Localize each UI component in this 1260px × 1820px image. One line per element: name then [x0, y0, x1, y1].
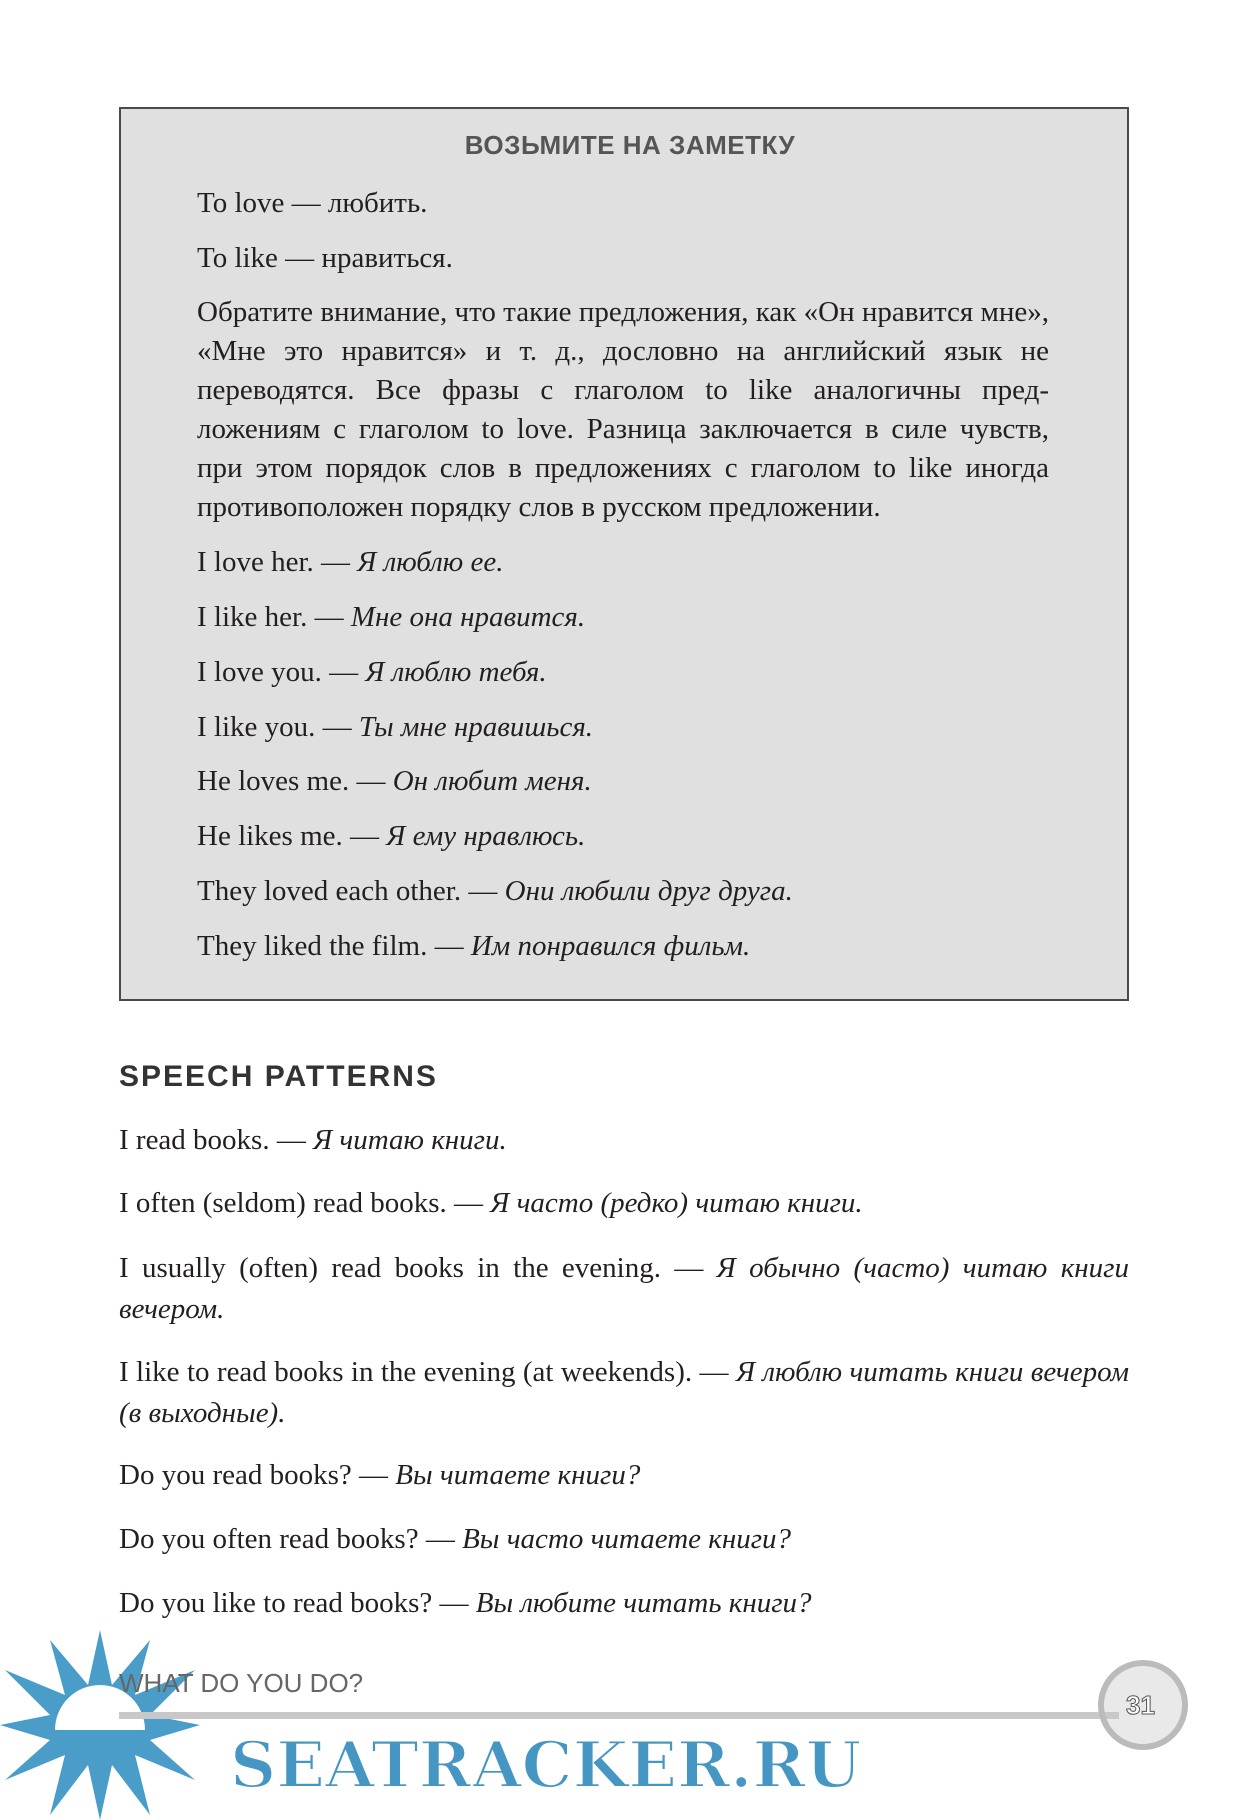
pattern-ru: Вы часто читаете книги? [462, 1523, 792, 1555]
page-number: 31 [1126, 1690, 1155, 1720]
pattern-line [119, 1248, 1129, 1330]
pattern-ru: Вы любите читать книги? [475, 1587, 812, 1619]
note-paragraph: Обратите внимание, что такие предложения, как «Он нравится мне», «Мне это нравится» и т. д., дословно на английский язык не переводятся. Все фразы с глаголом to like аналогичны предложениям с глаголом to love. Разница заключается в силе чувств, при этом порядок слов в предложениях с глаголом to like иногда противоположен порядку слов в русском предложении. [197, 296, 1049, 523]
example-line [197, 708, 593, 747]
pattern-en: I usually (often) read books in the evening. — [119, 1252, 717, 1284]
running-title: WHAT DO YOU DO? [119, 1668, 364, 1698]
example-ru: Он любит меня. [392, 765, 592, 797]
pattern-en: Do you like to read books? — [119, 1587, 476, 1619]
example-en: They liked the film. — [197, 930, 471, 962]
note-box-title: ВОЗЬМИТЕ НА ЗАМЕТКУ [464, 130, 796, 160]
pattern-ru: Я обычно (часто) читаю книги вечером. [119, 1252, 1129, 1325]
example-en: I love her. — [197, 546, 358, 578]
pattern-en: I often (seldom) read books. — [119, 1187, 491, 1219]
pattern-line [119, 1121, 1129, 1160]
example-en: He loves me. — [197, 765, 393, 797]
example-line [197, 817, 585, 856]
pattern-ru: Я люблю читать книги вечером (в выходные). [119, 1356, 1129, 1429]
pattern-line [119, 1184, 1129, 1223]
example-ru: Они любили друг друга. [504, 875, 793, 907]
pattern-line [119, 1584, 1129, 1623]
example-en: He likes me. — [197, 820, 387, 852]
example-line [197, 598, 585, 637]
watermark-sun-icon [0, 1630, 200, 1820]
watermark-logo: SEATRACKER.RU [230, 1728, 862, 1803]
pattern-en: I like to read books in the evening (at weekends). — [119, 1356, 736, 1388]
pattern-ru: Вы читаете книги? [395, 1459, 641, 1491]
pattern-ru: Я читаю книги. [313, 1124, 507, 1156]
example-ru: Им понравился фильм. [470, 930, 751, 962]
pattern-line [119, 1456, 1129, 1495]
pattern-ru: Я часто (редко) читаю книги. [490, 1187, 863, 1219]
example-ru: Ты мне нравишься. [358, 711, 594, 743]
pattern-line [119, 1520, 1129, 1559]
example-ru: Мне она нравится. [350, 601, 586, 633]
pattern-en: Do you read books? — [119, 1459, 396, 1491]
example-en: They loved each other. — [197, 875, 505, 907]
speech-patterns-heading: SPEECH PATTERNS [119, 1060, 438, 1093]
footer-rule [119, 1712, 1119, 1719]
definition-love: To love — любить. [197, 187, 428, 219]
example-ru: Я ему нравлюсь. [386, 820, 586, 852]
pattern-en: Do you often read books? — [119, 1523, 463, 1555]
pattern-en: I read books. — [119, 1124, 314, 1156]
example-line [197, 543, 503, 582]
example-ru: Я люблю тебя. [365, 656, 547, 688]
pattern-line [119, 1352, 1129, 1434]
example-en: I like you. — [197, 711, 359, 743]
example-en: I like her. — [197, 601, 351, 633]
definition-like: To like — нравиться. [197, 242, 453, 274]
example-line [197, 927, 750, 966]
example-line [197, 653, 547, 692]
example-ru: Я люблю ее. [357, 546, 504, 578]
example-en: I love you. — [197, 656, 366, 688]
example-line [197, 762, 592, 801]
example-line [197, 872, 793, 911]
